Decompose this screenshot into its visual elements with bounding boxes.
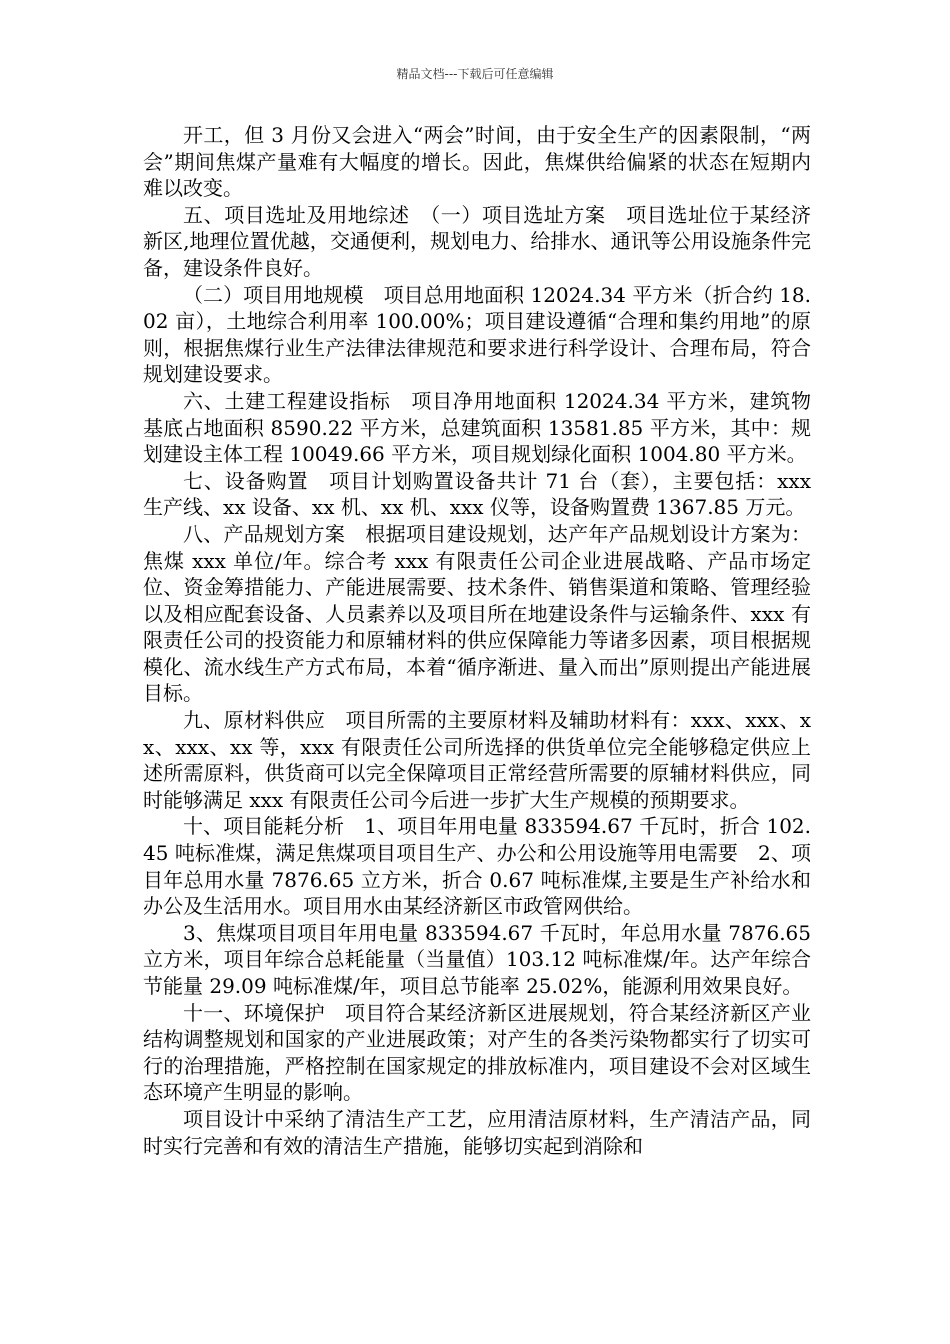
paragraph: 开工，但 3 月份又会进入“两会”时间，由于安全生产的因素限制，“两会”期间焦煤产量难有大幅度的增长。因此，焦煤供给偏紧的状态在短期内难以改变。: [143, 123, 811, 201]
paragraph: 项目设计中采纳了清洁生产工艺，应用清洁原材料，生产清洁产品，同时实行完善和有效的清洁生产措施，能够切实起到消除和: [143, 1106, 811, 1158]
page-header: 精品文档---下载后可任意编辑: [396, 67, 554, 81]
document-body: [143, 122, 811, 1159]
paragraph: 五、项目选址及用地综述 （一）项目选址方案 项目选址位于某经济新区,地理位置优越，交通便利，规划电力、给排水、通讯等公用设施条件完备，建设条件良好。: [143, 202, 811, 280]
paragraph: 九、原材料供应 项目所需的主要原材料及辅助材料有：xxx、xxx、xx、xxx、xx 等，xxx 有限责任公司所选择的供货单位完全能够稳定供应上述所需原料，供货商可以完全保障项目正常经营所需要的原辅材料供应，同时能够满足 xxx 有限责任公司今后进一步扩大生产规模的预期要求。: [143, 708, 811, 812]
paragraph: 七、设备购置 项目计划购置设备共计 71 台（套），主要包括：xxx 生产线、xx 设备、xx 机、xx 机、xxx 仪等，设备购置费 1367.85 万元。: [143, 468, 811, 520]
paragraph: （二）项目用地规模 项目总用地面积 12024.34 平方米（折合约 18.02 亩），土地综合利用率 100.00%；项目建设遵循“合理和集约用地”的原则，根据焦煤行业生产法律法律规范和要求进行科学设计、合理布局，符合规划建设要求。: [143, 282, 811, 387]
paragraph: 十、项目能耗分析 1、项目年用电量 833594.67 千瓦时，折合 102.45 吨标准煤，满足焦煤项目项目生产、办公和公用设施等用电需要 2、项目年总用水量 7876.65 立方米，折合 0.67 吨标准煤,主要是生产补给水和办公及生活用水。项目用水由某经济新区市政管网供给。: [143, 814, 811, 919]
paragraph: 八、产品规划方案 根据项目建设规划，达产年产品规划设计方案为：焦煤 xxx 单位/年。综合考 xxx 有限责任公司企业进展战略、产品市场定位、资金筹措能力、产能进展需要、技术条件、销售渠道和策略、管理经验以及相应配套设备、人员素养以及项目所在地建设条件与运输条件、xxx 有限责任公司的投资能力和原辅材料的供应保障能力等诸多因素，项目根据规模化、流水线生产方式布局，本着“循序渐进、量入而出”原则提出产能进展目标。: [143, 521, 811, 706]
paragraph: 十一、环境保护 项目符合某经济新区进展规划，符合某经济新区产业结构调整规划和国家的产业进展政策；对产生的各类污染物都实行了切实可行的治理措施，严格控制在国家规定的排放标准内，项目建设不会对区域生态环境产生明显的影响。: [143, 1000, 811, 1105]
paragraph: 3、焦煤项目项目年用电量 833594.67 千瓦时，年总用水量 7876.65 立方米，项目年综合总耗能量（当量值）103.12 吨标准煤/年。达产年综合节能量 29.09 吨标准煤/年，项目总节能率 25.02%，能源利用效果良好。: [143, 920, 811, 998]
paragraph: 六、土建工程建设指标 项目净用地面积 12024.34 平方米，建筑物基底占地面积 8590.22 平方米，总建筑面积 13581.85 平方米，其中：规划建设主体工程 10049.66 平方米，项目规划绿化面积 1004.80 平方米。: [143, 388, 811, 467]
